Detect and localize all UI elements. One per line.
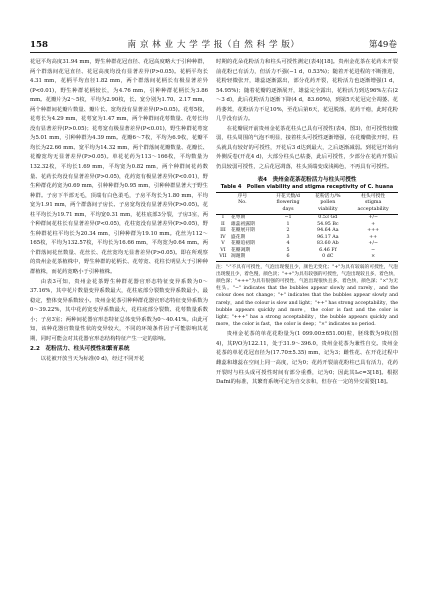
page-number: 158	[30, 40, 48, 50]
table-cell: II	[221, 221, 225, 227]
table-cell: 0.53 Gd	[318, 215, 338, 221]
table-cell: 4	[286, 241, 290, 247]
table-caption: 表4 贵州金花茶花粉活力与柱头可授性	[257, 176, 357, 183]
table-cell: V	[221, 241, 225, 247]
table-cell: 94.64 Aa	[317, 228, 339, 234]
table-header-row	[216, 192, 398, 215]
table-caption-english: Table 4 Pollen viability and stigma receptivity of C. huana	[220, 183, 394, 190]
table-cell: +/−	[368, 215, 378, 221]
table-cell: +/−	[368, 241, 378, 247]
table-header-cell: 开花天数/d flowering days	[276, 193, 300, 212]
table-cell: VII	[219, 254, 227, 260]
table-cell: III	[220, 228, 226, 234]
table-cell: 1	[286, 221, 290, 227]
table-footnote: 注："-"不具有可授性，气泡出现慢且少，颜色无变化；"+"为具有较弱的可授性，气泡出现慢且少，着色慢，颜色淡；"++"为具有较强的可授性，气泡出现较且多，着色快，颜色深；"+++"为具有很强的可授性，气泡出现很快且多，着色快，颜色深；"×"为无柱头。"−" indicates that the bubbles appear slowly and rarely，and the colour does not change；"+" indicates that the bubbles appear slowly and rarely，and the colour is slow and light；"++" has strong acceptability，the bubble appears quickly and more，the color is fast and the color is light；"+++" has a strong acceptability，the bubble appears quickly and more，the color is fast，the color is deep；"×" indicates no period.	[216, 264, 398, 328]
table-cell: ×	[371, 254, 376, 260]
table-cell: 花萼期	[230, 215, 246, 221]
left-column	[30, 58, 208, 365]
body-paragraph: 贵州金花茶的单花花粉量为(1 099.00±651.00)粒，胚珠数为9枚(图4)，其P/O为122.11，处于31.9～396.0，贵州金花茶为兼性自交。贵州金花茶的单花花冠直径为(17.70±5.35) mm，记为3；雌性花、在开花过程中雌蕊和雄蕊在空间上同一高度，记为0；花药开裂前花粉柱已具有活力，花药开裂时与柱头成可授性时间有部分重叠，记为0；因此其I₀c=3[18]。根据Dafni的标准，其繁育系统可定为自交亲和，但存在一定的异交需要[18]。	[216, 331, 398, 386]
table-cell: 盛花期	[230, 234, 246, 240]
pollen-viability-table	[216, 192, 398, 262]
table-cell: 2	[286, 228, 290, 234]
table-cell: I	[221, 215, 224, 221]
volume-label: 第49卷	[368, 40, 397, 50]
table-header-cell: 柱头可授性 stigma acceptability	[357, 193, 389, 212]
journal-title: 南 京 林 业 大 学 学 报（自 然 科 学 版）	[127, 40, 300, 50]
table-header-cell: 序号 No.	[237, 193, 248, 206]
table-cell: 雄蕊初露期	[230, 221, 255, 227]
table-row	[216, 215, 398, 222]
body-paragraph: 在花瓣展开前贵州金花茶花柱头已具有可授性(表4，图3)，但可授性较微弱，柱头周围的气泡不明显，接着柱头可授性逐渐增强，在花瓣微张开时，柱头就具有较好的可授性，开花后3 d达到最大，之后逐渐减弱。到花冠开始向外侧反卷(开花4 d)，大部分柱头已枯萎，此后可授性，少部分在花药开裂后仍具较弱可授性，之后花冠凋落，柱头顶端变成浅褐色，不再具有可授性。	[216, 125, 398, 171]
table-cell: −1	[284, 215, 292, 221]
table-cell: 96.17 Aa	[317, 234, 339, 240]
running-header	[30, 38, 397, 53]
table-row	[216, 254, 398, 261]
right-column	[216, 58, 398, 388]
table-cell: 凋谢期	[230, 254, 246, 260]
table-cell: 0 dC	[322, 254, 334, 260]
body-paragraph: 由表3可知，贵州金花茶野生种群花器官形态特征变异系数为0～37.16%，其中花片数量变异系数最大，花柱底部分裂数变异系数最小，最稳定，整体变异系数较小。贵州金花茶引种种群花器官形态特征变异系数为0～39.22%，其中花药宽变异系数最大，花柱底部分裂数、花萼数量系数小；子房3室；两种间花器官形态特征总体变异系数为0～40.41%。由此可知，该种花器官数量性状的变异较大，不同的环境条件因子可能影响其花期，同时可能会对其花器官形态结构特征产生一定的影响。	[30, 278, 208, 342]
table-cell: ++	[369, 234, 378, 240]
table-cell: +++	[367, 228, 380, 234]
table-cell: 花瓣凋期	[230, 247, 251, 253]
table-cell: 3	[286, 234, 290, 240]
table-4	[216, 176, 398, 329]
table-cell: 6	[286, 254, 290, 260]
body-paragraph: 时期的花朵花粉活力和柱头可授性测定(表4)[18]。贵州金花茶在花药未开裂前花粉已有活力，但活力不强(−1 d，0.53%)；随着开花进程的不断推进，花粉轻微张开，雄蕊逐渐露出，部分花药开裂，花粉活力也逐渐增强(1 d，54.95%)；随着花瓣的逐渐展开，雄蕊完全露出，花粉活力到达96%左右(2～3 d)，此后花粉活力逐渐下降(4 d，83.60%)，到第5天花冠完全凋萎、花药萎蔫，花粉活力不足10%，至花后第6天，花冠脱落，花药干瘪，此时花粉几乎没有活力。	[216, 59, 398, 123]
table-cell: 83.60 Ab	[316, 241, 339, 247]
body-paragraph: 花冠平均高度31.94 mm，野生种群花冠直径、花冠高度略大于引种种群，两个群落间花冠直径、花冠高度均没有显著差异(P>0.05)。花柄平均长4.31 mm，花柄平均直径1.82 mm，两个群落间花柄长有极显著差异(P<0.01)，野生种群花柄较长，为4.76 mm，引种种群花柄长为3.86 mm。花瓣片为2～5枚，平均为2.90枚，长、宽分别为1.70、2.17 mm，两个种群间花瓣片数量、瓣片长、宽均没有显著差异(P>0.05)。花萼5枚，花萼长为4.29 mm，花萼宽为1.47 mm，两个种群间花萼数量、花萼长均没有显著差异(P>0.05)；花萼宽有极显著差异(P<0.01)，野生种群花萼宽为5.01 mm，引种种群为4.39 mm。花瓣6～7枚，平均为6.9枚，花瓣平均长为22.66 mm、宽平均为14.32 mm，两个群落间花瓣数量、花瓣长、花瓣宽均无显著差异(P>0.05)。单花花药为113～166枚，平均数量为132.32枚，平均长1.69 mm，平均宽为0.82 mm，两个种群间花药数量、花药长均没有显著差异(P>0.05)，花药宽有极显著差异(P<0.01)，野生种群花药宽为0.69 mm，引种种群为0.95 mm，引种种群显著大于野生种群。子房下半部无毛，顶端有白色柔毛，子房平均长为1.80 mm，平均宽为1.91 mm，两个群落间子房长、子房宽均没有显著差异(P>0.05)。花柱平均长为19.71 mm，平均宽0.31 mm，花柱底部3分裂，子房3室，两个种群间花柱长有显著差异(P<0.05)，花柱宽没有显著差异(P>0.05)，野生种群花柱平均长为20.34 mm，引种种群为19.10 mm。花丝为112～165枚，平均为132.57枚，平均长为16.66 mm，平均宽为0.64 mm。两个群落间花丝数量、花丝长、花丝宽均无显著差异(P>0.05)。即在所观察的贵州金花茶植株中，野生种群的花柄长、花萼宽、花柱长明显大于引种种群植株，而花药宽略小于引种植株。	[30, 59, 208, 276]
table-cell: 54.95 Bc	[317, 221, 339, 227]
table-cell: −	[371, 247, 376, 253]
section-heading: 2.2 花粉活力、柱头可授性和繁育系统	[30, 346, 130, 353]
table-cell: 花瓣展开期	[230, 228, 255, 234]
table-cell: IV	[220, 234, 226, 240]
body-paragraph: 以花被开放当天为标准(0 d)，经过不同开花	[40, 355, 145, 362]
table-cell: 5	[286, 247, 290, 253]
table-header-cell: 花粉活力/% pollen viability	[315, 193, 341, 212]
table-cell: VI	[220, 247, 226, 253]
table-cell: +	[371, 221, 376, 227]
table-cell: 花瓣追初期	[230, 241, 255, 247]
table-cell: 6.46 Ff	[319, 247, 337, 253]
